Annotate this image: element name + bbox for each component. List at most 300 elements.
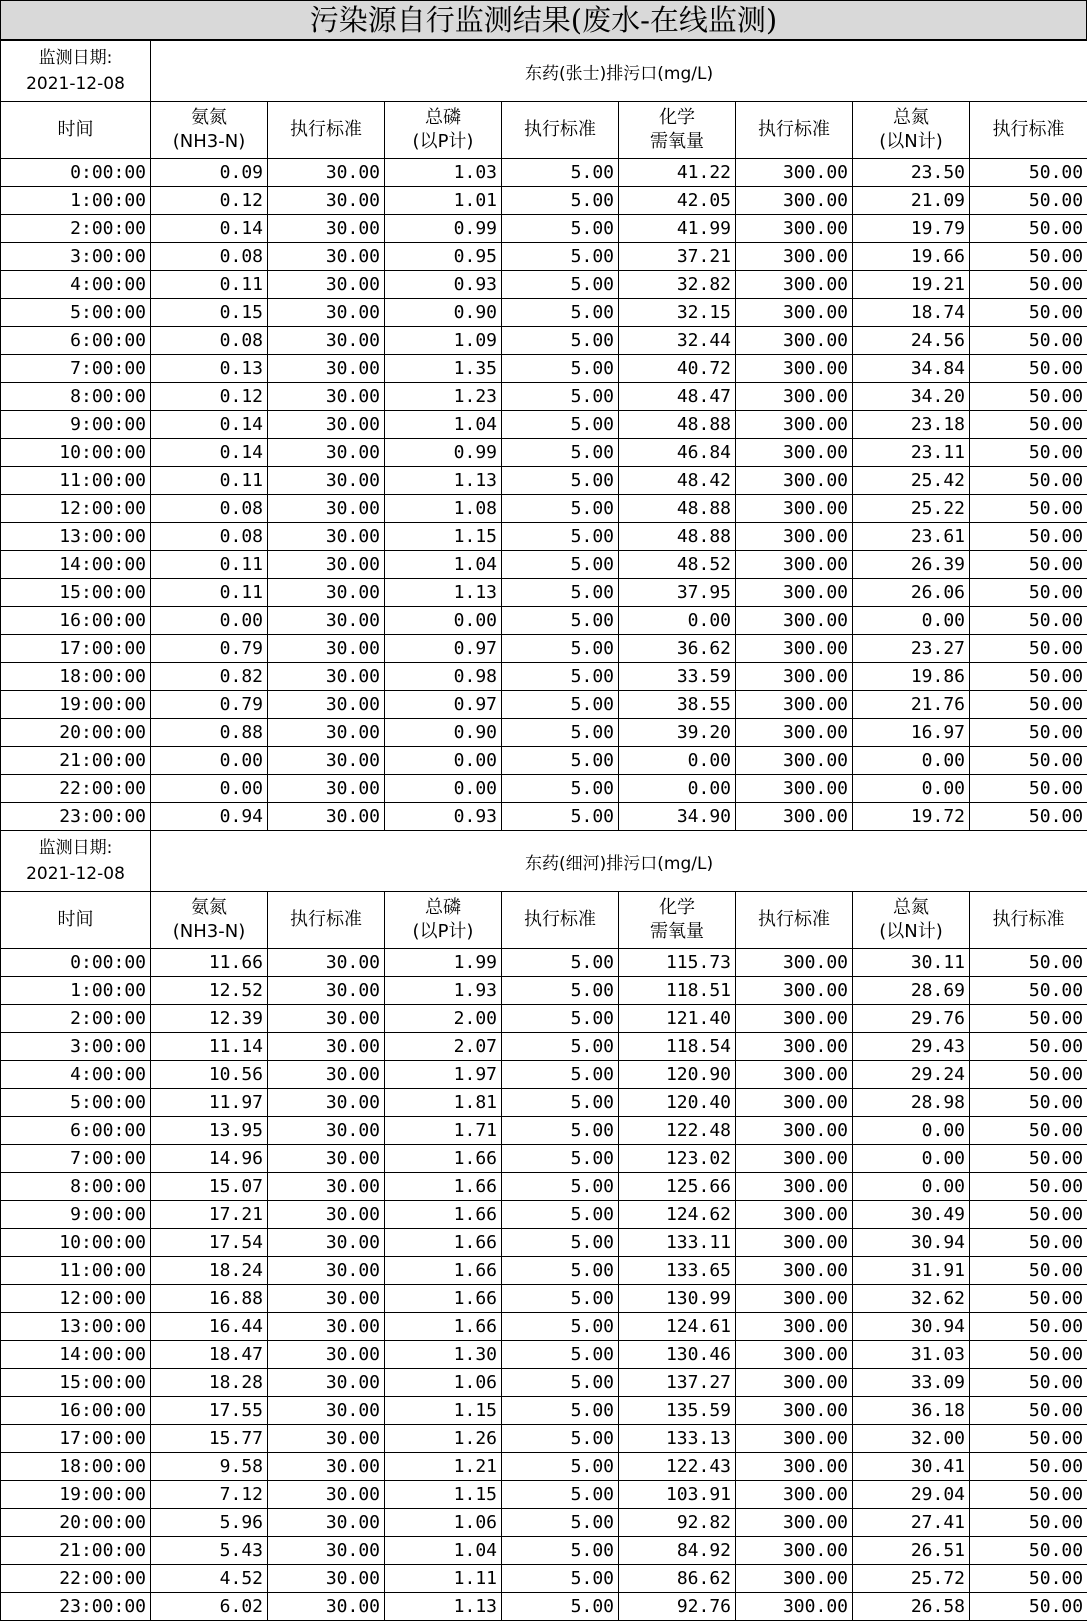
table-row [1,1285,1087,1313]
total-nitrogen-cell: 26.51 [853,1537,970,1565]
cod-standard-cell: 300.00 [736,1145,853,1173]
column-header-ammonia-nitrogen [151,892,268,949]
cod-cell: 92.82 [619,1509,736,1537]
ammonia-nitrogen-cell: 17.21 [151,1201,268,1229]
cod-cell: 130.99 [619,1285,736,1313]
ammonia-standard-cell: 30.00 [268,691,385,719]
time-cell: 20:00:00 [1,719,151,747]
phosphorus-standard-cell: 5.00 [502,607,619,635]
cod-standard-cell: 300.00 [736,1201,853,1229]
ammonia-nitrogen-cell: 0.11 [151,467,268,495]
nitrogen-standard-cell: 50.00 [970,411,1087,439]
column-header-total-phosphorus [385,102,502,159]
phosphorus-standard-cell: 5.00 [502,187,619,215]
ammonia-standard-cell: 30.00 [268,663,385,691]
total-phosphorus-cell: 0.97 [385,691,502,719]
time-cell: 12:00:00 [1,495,151,523]
table-row [1,579,1087,607]
phosphorus-standard-cell: 5.00 [502,747,619,775]
nitrogen-standard-cell: 50.00 [970,215,1087,243]
table-row [1,327,1087,355]
ammonia-nitrogen-cell: 0.88 [151,719,268,747]
cod-cell: 133.13 [619,1425,736,1453]
column-header-line2: 需氧量 [623,920,731,944]
time-cell: 7:00:00 [1,355,151,383]
total-nitrogen-cell: 19.66 [853,243,970,271]
table-row [1,355,1087,383]
ammonia-standard-cell: 30.00 [268,747,385,775]
table-row [1,1229,1087,1257]
phosphorus-standard-cell: 5.00 [502,1285,619,1313]
phosphorus-standard-cell: 5.00 [502,1537,619,1565]
total-phosphorus-cell: 1.81 [385,1089,502,1117]
time-cell: 10:00:00 [1,439,151,467]
total-phosphorus-cell: 1.04 [385,411,502,439]
column-header-cod-standard [736,102,853,159]
nitrogen-standard-cell: 50.00 [970,467,1087,495]
cod-cell: 48.88 [619,495,736,523]
column-header-time [1,892,151,949]
total-phosphorus-cell: 1.66 [385,1201,502,1229]
total-phosphorus-cell: 1.06 [385,1509,502,1537]
ammonia-standard-cell: 30.00 [268,1593,385,1621]
cod-standard-cell: 300.00 [736,1425,853,1453]
phosphorus-standard-cell: 5.00 [502,977,619,1005]
cod-standard-cell: 300.00 [736,215,853,243]
total-nitrogen-cell: 34.84 [853,355,970,383]
phosphorus-standard-cell: 5.00 [502,1313,619,1341]
column-header-line1: 氨氮 [155,106,263,130]
ammonia-nitrogen-cell: 0.08 [151,495,268,523]
ammonia-standard-cell: 30.00 [268,439,385,467]
time-cell: 19:00:00 [1,691,151,719]
column-header-line1: 执行标准 [740,118,848,142]
cod-cell: 37.21 [619,243,736,271]
ammonia-standard-cell: 30.00 [268,271,385,299]
ammonia-nitrogen-cell: 15.77 [151,1425,268,1453]
ammonia-standard-cell: 30.00 [268,803,385,831]
column-header-total-nitrogen [853,892,970,949]
nitrogen-standard-cell: 50.00 [970,1313,1087,1341]
ammonia-nitrogen-cell: 0.09 [151,159,268,187]
total-nitrogen-cell: 23.11 [853,439,970,467]
time-cell: 14:00:00 [1,1341,151,1369]
ammonia-nitrogen-cell: 10.56 [151,1061,268,1089]
report-title: 污染源自行监测结果(废水-在线监测) [0,0,1087,40]
ammonia-nitrogen-cell: 4.52 [151,1565,268,1593]
table-row [1,977,1087,1005]
cod-standard-cell: 300.00 [736,271,853,299]
time-cell: 13:00:00 [1,1313,151,1341]
ammonia-nitrogen-cell: 0.14 [151,215,268,243]
cod-cell: 103.91 [619,1481,736,1509]
phosphorus-standard-cell: 5.00 [502,383,619,411]
nitrogen-standard-cell: 50.00 [970,355,1087,383]
total-nitrogen-cell: 32.62 [853,1285,970,1313]
ammonia-nitrogen-cell: 0.14 [151,411,268,439]
ammonia-nitrogen-cell: 0.00 [151,775,268,803]
cod-cell: 39.20 [619,719,736,747]
nitrogen-standard-cell: 50.00 [970,691,1087,719]
total-phosphorus-cell: 0.99 [385,215,502,243]
nitrogen-standard-cell: 50.00 [970,663,1087,691]
phosphorus-standard-cell: 5.00 [502,327,619,355]
time-cell: 6:00:00 [1,327,151,355]
cod-standard-cell: 300.00 [736,1061,853,1089]
time-cell: 9:00:00 [1,1201,151,1229]
cod-standard-cell: 300.00 [736,1537,853,1565]
total-phosphorus-cell: 1.99 [385,949,502,977]
table-row [1,1397,1087,1425]
ammonia-standard-cell: 30.00 [268,411,385,439]
nitrogen-standard-cell: 50.00 [970,1257,1087,1285]
results-table [0,40,1087,1621]
cod-standard-cell: 300.00 [736,383,853,411]
time-cell: 22:00:00 [1,775,151,803]
total-nitrogen-cell: 19.72 [853,803,970,831]
time-cell: 0:00:00 [1,159,151,187]
cod-standard-cell: 300.00 [736,1173,853,1201]
table-row [1,1565,1087,1593]
time-cell: 17:00:00 [1,1425,151,1453]
total-nitrogen-cell: 19.21 [853,271,970,299]
table-row [1,607,1087,635]
total-phosphorus-cell: 1.04 [385,1537,502,1565]
cod-cell: 86.62 [619,1565,736,1593]
column-header-line2: (以P计) [389,920,497,944]
phosphorus-standard-cell: 5.00 [502,775,619,803]
cod-cell: 120.90 [619,1061,736,1089]
total-nitrogen-cell: 30.11 [853,949,970,977]
cod-cell: 133.65 [619,1257,736,1285]
total-phosphorus-cell: 1.06 [385,1369,502,1397]
ammonia-standard-cell: 30.00 [268,1201,385,1229]
nitrogen-standard-cell: 50.00 [970,1229,1087,1257]
ammonia-standard-cell: 30.00 [268,159,385,187]
cod-cell: 38.55 [619,691,736,719]
cod-standard-cell: 300.00 [736,551,853,579]
total-nitrogen-cell: 23.18 [853,411,970,439]
ammonia-nitrogen-cell: 0.15 [151,299,268,327]
ammonia-standard-cell: 30.00 [268,383,385,411]
phosphorus-standard-cell: 5.00 [502,1089,619,1117]
ammonia-standard-cell: 30.00 [268,551,385,579]
table-row [1,1033,1087,1061]
cod-cell: 92.76 [619,1593,736,1621]
total-nitrogen-cell: 25.22 [853,495,970,523]
table-row [1,803,1087,831]
nitrogen-standard-cell: 50.00 [970,803,1087,831]
total-nitrogen-cell: 0.00 [853,775,970,803]
cod-cell: 137.27 [619,1369,736,1397]
ammonia-nitrogen-cell: 0.11 [151,551,268,579]
total-nitrogen-cell: 23.27 [853,635,970,663]
ammonia-nitrogen-cell: 11.66 [151,949,268,977]
phosphorus-standard-cell: 5.00 [502,1341,619,1369]
nitrogen-standard-cell: 50.00 [970,1089,1087,1117]
time-cell: 19:00:00 [1,1481,151,1509]
time-cell: 9:00:00 [1,411,151,439]
ammonia-nitrogen-cell: 17.55 [151,1397,268,1425]
ammonia-standard-cell: 30.00 [268,1229,385,1257]
cod-standard-cell: 300.00 [736,1005,853,1033]
cod-standard-cell: 300.00 [736,635,853,663]
nitrogen-standard-cell: 50.00 [970,271,1087,299]
nitrogen-standard-cell: 50.00 [970,775,1087,803]
cod-standard-cell: 300.00 [736,775,853,803]
ammonia-standard-cell: 30.00 [268,1397,385,1425]
ammonia-standard-cell: 30.00 [268,1145,385,1173]
cod-cell: 41.22 [619,159,736,187]
column-header-line1: 氨氮 [155,896,263,920]
ammonia-standard-cell: 30.00 [268,355,385,383]
column-header-cod [619,892,736,949]
total-nitrogen-cell: 23.50 [853,159,970,187]
total-phosphorus-cell: 1.66 [385,1285,502,1313]
total-nitrogen-cell: 0.00 [853,747,970,775]
ammonia-standard-cell: 30.00 [268,187,385,215]
ammonia-standard-cell: 30.00 [268,1173,385,1201]
phosphorus-standard-cell: 5.00 [502,1005,619,1033]
nitrogen-standard-cell: 50.00 [970,551,1087,579]
total-phosphorus-cell: 1.13 [385,1593,502,1621]
table-row [1,467,1087,495]
cod-cell: 0.00 [619,747,736,775]
cod-standard-cell: 300.00 [736,579,853,607]
total-phosphorus-cell: 0.00 [385,775,502,803]
total-nitrogen-cell: 0.00 [853,1117,970,1145]
cod-standard-cell: 300.00 [736,663,853,691]
time-cell: 10:00:00 [1,1229,151,1257]
time-cell: 13:00:00 [1,523,151,551]
ammonia-nitrogen-cell: 13.95 [151,1117,268,1145]
time-cell: 16:00:00 [1,1397,151,1425]
table-row [1,747,1087,775]
ammonia-nitrogen-cell: 6.02 [151,1593,268,1621]
table-row [1,691,1087,719]
phosphorus-standard-cell: 5.00 [502,635,619,663]
column-header-line2: (NH3-N) [155,130,263,154]
ammonia-standard-cell: 30.00 [268,1117,385,1145]
cod-standard-cell: 300.00 [736,299,853,327]
phosphorus-standard-cell: 5.00 [502,355,619,383]
phosphorus-standard-cell: 5.00 [502,411,619,439]
column-header-line1: 执行标准 [272,118,380,142]
phosphorus-standard-cell: 5.00 [502,551,619,579]
table-row [1,215,1087,243]
nitrogen-standard-cell: 50.00 [970,1145,1087,1173]
cod-standard-cell: 300.00 [736,719,853,747]
total-nitrogen-cell: 29.43 [853,1033,970,1061]
phosphorus-standard-cell: 5.00 [502,1481,619,1509]
ammonia-standard-cell: 30.00 [268,1061,385,1089]
column-header-line1: 总氮 [857,896,965,920]
column-header-line1: 总氮 [857,106,965,130]
total-phosphorus-cell: 1.01 [385,187,502,215]
total-nitrogen-cell: 16.97 [853,719,970,747]
cod-standard-cell: 300.00 [736,523,853,551]
phosphorus-standard-cell: 5.00 [502,467,619,495]
cod-cell: 46.84 [619,439,736,467]
table-row [1,1173,1087,1201]
total-nitrogen-cell: 31.03 [853,1341,970,1369]
cod-cell: 48.47 [619,383,736,411]
total-phosphorus-cell: 1.15 [385,523,502,551]
total-nitrogen-cell: 25.42 [853,467,970,495]
cod-cell: 84.92 [619,1537,736,1565]
total-nitrogen-cell: 29.04 [853,1481,970,1509]
phosphorus-standard-cell: 5.00 [502,159,619,187]
time-cell: 4:00:00 [1,271,151,299]
column-header-ammonia-nitrogen [151,102,268,159]
cod-standard-cell: 300.00 [736,1257,853,1285]
ammonia-standard-cell: 30.00 [268,1369,385,1397]
column-header-cod [619,102,736,159]
cod-standard-cell: 300.00 [736,1453,853,1481]
ammonia-standard-cell: 30.00 [268,243,385,271]
column-header-row [1,102,1087,159]
table-row [1,1145,1087,1173]
cod-standard-cell: 300.00 [736,1369,853,1397]
cod-cell: 34.90 [619,803,736,831]
cod-cell: 33.59 [619,663,736,691]
monitoring-date-value: 2021-12-08 [5,861,146,887]
nitrogen-standard-cell: 50.00 [970,495,1087,523]
ammonia-standard-cell: 30.00 [268,1565,385,1593]
cod-cell: 130.46 [619,1341,736,1369]
nitrogen-standard-cell: 50.00 [970,383,1087,411]
table-row [1,1089,1087,1117]
ammonia-nitrogen-cell: 0.12 [151,383,268,411]
ammonia-standard-cell: 30.00 [268,1537,385,1565]
total-phosphorus-cell: 1.66 [385,1173,502,1201]
time-cell: 5:00:00 [1,299,151,327]
cod-cell: 135.59 [619,1397,736,1425]
column-header-nitrogen-standard [970,892,1087,949]
table-row [1,1341,1087,1369]
phosphorus-standard-cell: 5.00 [502,579,619,607]
table-row [1,1005,1087,1033]
ammonia-nitrogen-cell: 5.96 [151,1509,268,1537]
cod-cell: 36.62 [619,635,736,663]
ammonia-standard-cell: 30.00 [268,467,385,495]
ammonia-nitrogen-cell: 9.58 [151,1453,268,1481]
outlet-title: 东药(张士)排污口(mg/L) [151,41,1087,102]
total-phosphorus-cell: 1.04 [385,551,502,579]
column-header-line1: 执行标准 [974,118,1083,142]
cod-standard-cell: 300.00 [736,1593,853,1621]
ammonia-nitrogen-cell: 11.97 [151,1089,268,1117]
monitoring-date-value: 2021-12-08 [5,71,146,97]
phosphorus-standard-cell: 5.00 [502,1033,619,1061]
phosphorus-standard-cell: 5.00 [502,1201,619,1229]
column-header-line1: 总磷 [389,106,497,130]
phosphorus-standard-cell: 5.00 [502,1565,619,1593]
table-row [1,1369,1087,1397]
cod-cell: 123.02 [619,1145,736,1173]
monitoring-date-cell [1,831,151,892]
ammonia-nitrogen-cell: 0.82 [151,663,268,691]
ammonia-nitrogen-cell: 18.28 [151,1369,268,1397]
column-header-line1: 执行标准 [740,908,848,932]
nitrogen-standard-cell: 50.00 [970,607,1087,635]
cod-cell: 122.43 [619,1453,736,1481]
total-phosphorus-cell: 1.15 [385,1481,502,1509]
total-nitrogen-cell: 30.41 [853,1453,970,1481]
ammonia-nitrogen-cell: 16.44 [151,1313,268,1341]
cod-standard-cell: 300.00 [736,159,853,187]
cod-cell: 32.15 [619,299,736,327]
total-nitrogen-cell: 19.86 [853,663,970,691]
ammonia-standard-cell: 30.00 [268,215,385,243]
column-header-line1: 执行标准 [506,908,614,932]
column-header-total-phosphorus [385,892,502,949]
time-cell: 14:00:00 [1,551,151,579]
phosphorus-standard-cell: 5.00 [502,1453,619,1481]
nitrogen-standard-cell: 50.00 [970,439,1087,467]
cod-standard-cell: 300.00 [736,439,853,467]
total-phosphorus-cell: 1.71 [385,1117,502,1145]
phosphorus-standard-cell: 5.00 [502,949,619,977]
ammonia-standard-cell: 30.00 [268,299,385,327]
column-header-cod-standard [736,892,853,949]
phosphorus-standard-cell: 5.00 [502,439,619,467]
cod-standard-cell: 300.00 [736,1313,853,1341]
total-phosphorus-cell: 0.99 [385,439,502,467]
table-row [1,1537,1087,1565]
ammonia-nitrogen-cell: 0.11 [151,579,268,607]
time-cell: 15:00:00 [1,1369,151,1397]
table-row [1,635,1087,663]
cod-cell: 133.11 [619,1229,736,1257]
cod-standard-cell: 300.00 [736,1341,853,1369]
cod-cell: 32.82 [619,271,736,299]
total-nitrogen-cell: 30.49 [853,1201,970,1229]
ammonia-nitrogen-cell: 0.00 [151,747,268,775]
nitrogen-standard-cell: 50.00 [970,523,1087,551]
total-phosphorus-cell: 0.98 [385,663,502,691]
phosphorus-standard-cell: 5.00 [502,1061,619,1089]
nitrogen-standard-cell: 50.00 [970,1285,1087,1313]
total-phosphorus-cell: 1.66 [385,1257,502,1285]
ammonia-standard-cell: 30.00 [268,495,385,523]
phosphorus-standard-cell: 5.00 [502,1117,619,1145]
phosphorus-standard-cell: 5.00 [502,1369,619,1397]
total-nitrogen-cell: 32.00 [853,1425,970,1453]
phosphorus-standard-cell: 5.00 [502,1425,619,1453]
phosphorus-standard-cell: 5.00 [502,215,619,243]
ammonia-nitrogen-cell: 0.79 [151,635,268,663]
time-cell: 2:00:00 [1,1005,151,1033]
ammonia-standard-cell: 30.00 [268,1033,385,1061]
table-row [1,775,1087,803]
nitrogen-standard-cell: 50.00 [970,243,1087,271]
phosphorus-standard-cell: 5.00 [502,243,619,271]
table-row [1,1117,1087,1145]
monitoring-date-cell [1,41,151,102]
cod-cell: 37.95 [619,579,736,607]
cod-cell: 124.62 [619,1201,736,1229]
cod-cell: 41.99 [619,215,736,243]
column-header-line1: 执行标准 [506,118,614,142]
nitrogen-standard-cell: 50.00 [970,949,1087,977]
total-phosphorus-cell: 1.26 [385,1425,502,1453]
total-nitrogen-cell: 18.74 [853,299,970,327]
time-cell: 1:00:00 [1,977,151,1005]
ammonia-standard-cell: 30.00 [268,949,385,977]
time-cell: 3:00:00 [1,243,151,271]
cod-standard-cell: 300.00 [736,1117,853,1145]
